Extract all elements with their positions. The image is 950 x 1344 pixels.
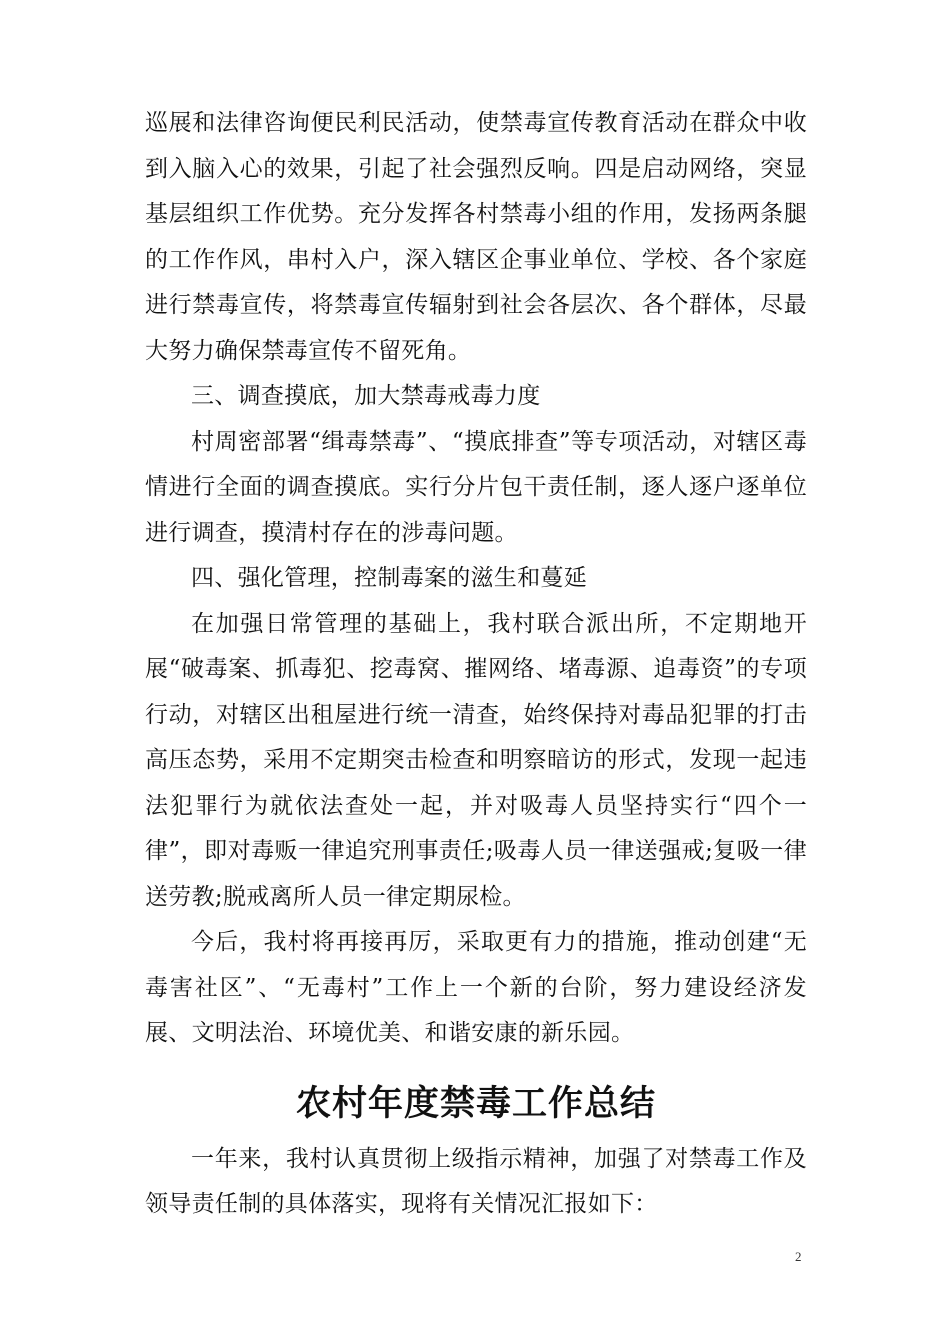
page-number: 2 xyxy=(795,1249,802,1264)
section-heading-management: 四、强化管理，控制毒案的滋生和蔓延 xyxy=(191,565,588,591)
paragraph-management: 在加强日常管理的基础上，我村联合派出所，不定期地开展“破毒案、抓毒犯、挖毒窝、摧网络、堵毒源、追毒资”的专项行动，对辖区出租屋进行统一清查，始终保持对毒品犯罪的打击高压态势，采用不定期突击检查和明察暗访的形式，发现一起违法犯罪行为就依法查处一起，并对吸毒人员坚持实行“四个一律”，即对毒贩一律追究刑事责任;吸毒人员一律送强戒;复吸一律送劳教;脱戒离所人员一律定期尿检。 xyxy=(145,610,807,910)
paragraph-closing: 今后，我村将再接再厉，采取更有力的措施，推动创建“无毒害社区”、“无毒村”工作上一个新的台阶，努力建设经济发展、文明法治、环境优美、和谐安康的新乐园。 xyxy=(145,929,807,1046)
section-heading-investigation: 三、调查摸底，加大禁毒戒毒力度 xyxy=(191,383,541,409)
document-title: 农村年度禁毒工作总结 xyxy=(295,1082,656,1124)
paragraph-investigation: 村周密部署“缉毒禁毒”、“摸底排查”等专项活动，对辖区毒情进行全面的调查摸底。实行分片包干责任制，逐人逐户逐单位进行调查，摸清村存在的涉毒问题。 xyxy=(145,428,807,546)
document-body xyxy=(145,101,807,1228)
paragraph-intro: 一年来，我村认真贯彻上级指示精神，加强了对禁毒工作及领导责任制的具体落实，现将有关情况汇报如下： xyxy=(145,1145,807,1217)
paragraph-propaganda-tail: 巡展和法律咨询便民利民活动，使禁毒宣传教育活动在群众中收到入脑入心的效果，引起了社会强烈反响。四是启动网络，突显基层组织工作优势。充分发挥各村禁毒小组的作用，发扬两条腿的工作作风，串村入户，深入辖区企事业单位、学校、各个家庭进行禁毒宣传，将禁毒宣传辐射到社会各层次、各个群体，尽最大努力确保禁毒宣传不留死角。 xyxy=(145,110,807,364)
